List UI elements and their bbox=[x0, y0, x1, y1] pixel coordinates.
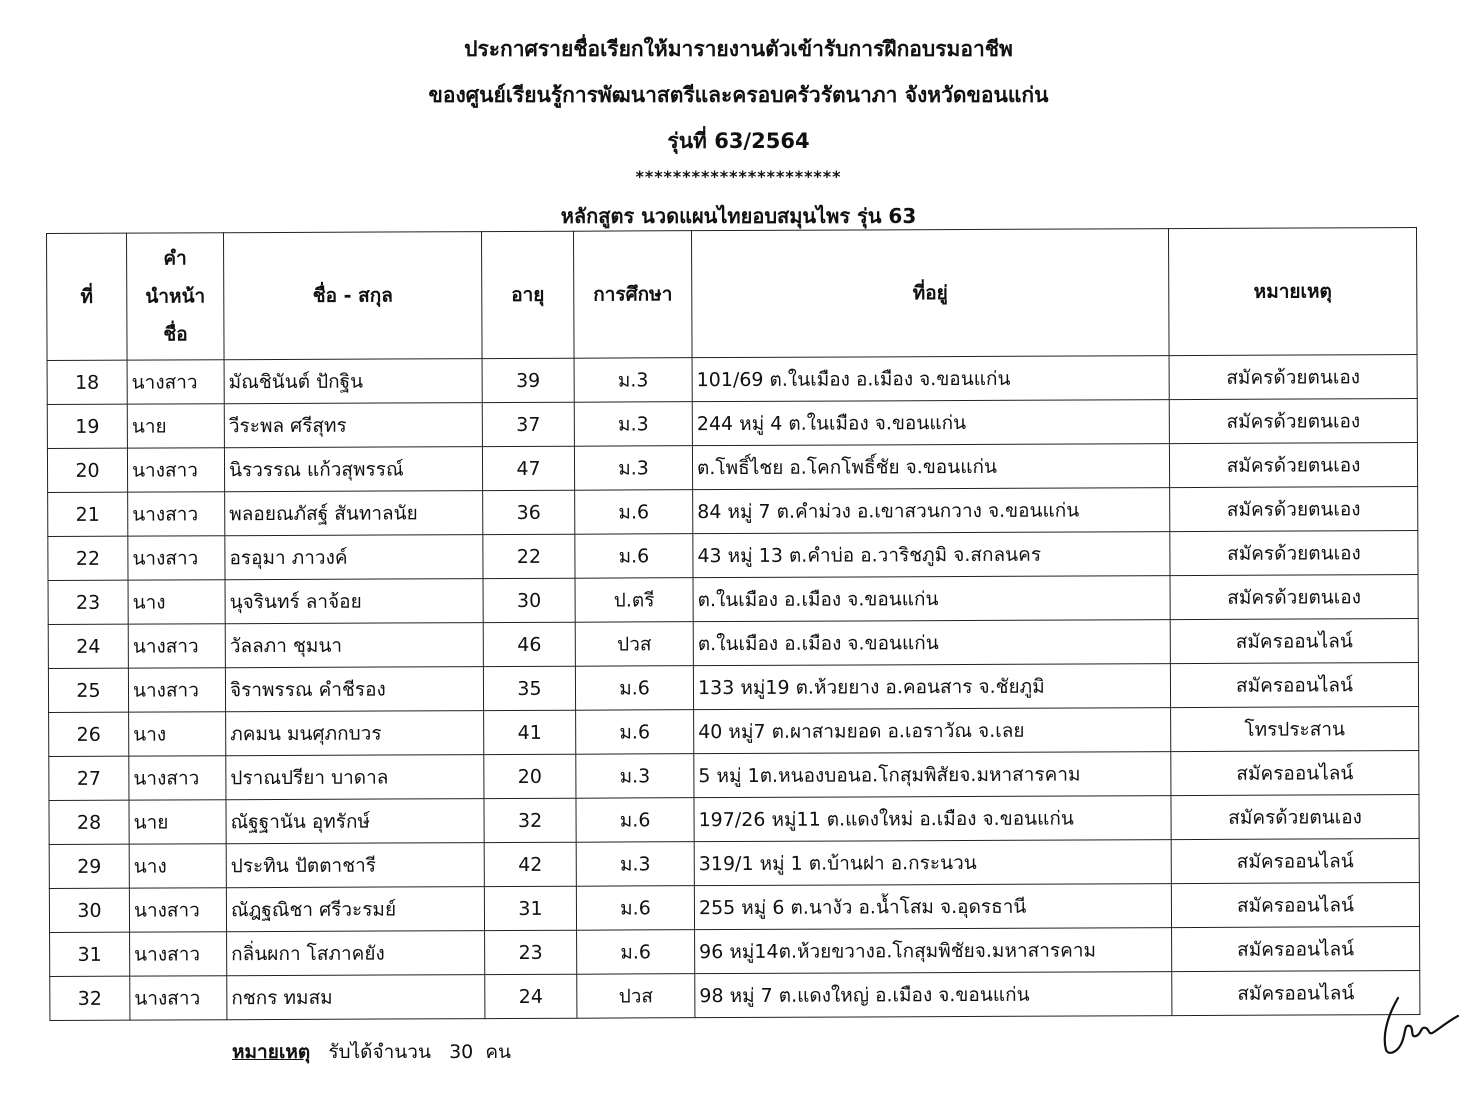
row-number: 30 bbox=[49, 888, 129, 932]
row-title: นางสาว bbox=[129, 756, 226, 800]
row-education: ม.6 bbox=[576, 798, 694, 843]
row-education: ม.3 bbox=[574, 402, 692, 447]
row-name: พลอยณภัสฐ์ สันทาลนัย bbox=[225, 491, 483, 536]
footer-note bbox=[232, 1037, 511, 1067]
row-number: 18 bbox=[47, 360, 127, 404]
table-row bbox=[47, 355, 1417, 405]
row-name: ปราณปรียา บาดาล bbox=[226, 755, 484, 800]
row-education: ม.6 bbox=[576, 710, 694, 755]
row-address: 84 หมู่ 7 ต.คำม่วง อ.เขาสวนกวาง จ.ขอนแก่น bbox=[693, 488, 1170, 534]
row-title: นางสาว bbox=[128, 492, 225, 536]
table-row bbox=[48, 531, 1418, 581]
row-name: กลิ่นผกา โสภาคยัง bbox=[227, 931, 485, 976]
row-note: สมัครด้วยตนเอง bbox=[1170, 487, 1418, 532]
row-title: นาง bbox=[128, 580, 225, 624]
row-age: 32 bbox=[484, 798, 576, 842]
row-address: 133 หมู่19 ต.ห้วยยาง อ.คอนสาร จ.ชัยภูมิ bbox=[693, 664, 1170, 710]
row-title: นางสาว bbox=[128, 668, 225, 712]
table-row bbox=[48, 619, 1418, 669]
row-address: 5 หมู่ 1ต.หนองบอนอ.โกสุมพิสัยจ.มหาสารคาม bbox=[694, 752, 1171, 798]
row-education: ปวส bbox=[575, 622, 693, 667]
row-title: นาง bbox=[129, 844, 226, 888]
table-header-row bbox=[47, 228, 1418, 361]
row-name: ภคมน มนศุภกบวร bbox=[226, 711, 484, 756]
footer-note-text: รับได้จำนวน 30 คน bbox=[316, 1041, 512, 1063]
row-title: นางสาว bbox=[128, 624, 225, 668]
row-name: ณัฎฐณิชา ศรีวะรมย์ bbox=[226, 887, 484, 932]
row-title: นาย bbox=[127, 404, 224, 448]
table-row bbox=[48, 575, 1418, 625]
row-note: สมัครออนไลน์ bbox=[1171, 883, 1419, 928]
row-note: สมัครด้วยตนเอง bbox=[1171, 795, 1419, 840]
row-note: สมัครด้วยตนเอง bbox=[1170, 575, 1418, 620]
row-education: ม.6 bbox=[576, 886, 694, 931]
table-row bbox=[50, 927, 1420, 977]
row-age: 39 bbox=[482, 358, 574, 402]
column-header-title-line1: คำ bbox=[163, 247, 187, 270]
column-header-no: ที่ bbox=[47, 233, 128, 360]
row-title: นางสาว bbox=[128, 536, 225, 580]
row-address: 255 หมู่ 6 ต.นางัว อ.น้ำโสม จ.อุดรธานี bbox=[694, 884, 1171, 930]
table-row bbox=[47, 399, 1417, 449]
column-header-note: หมายเหตุ bbox=[1168, 228, 1417, 356]
row-address: 43 หมู่ 13 ต.คำบ่อ อ.วาริชภูมิ จ.สกลนคร bbox=[693, 532, 1170, 578]
row-title: นางสาว bbox=[127, 360, 224, 404]
row-address: 197/26 หมู่11 ต.แดงใหม่ อ.เมือง จ.ขอนแก่น bbox=[694, 796, 1171, 842]
row-note: สมัครออนไลน์ bbox=[1172, 927, 1420, 972]
row-education: ม.6 bbox=[575, 666, 693, 711]
table-row bbox=[48, 487, 1418, 537]
row-number: 28 bbox=[49, 800, 129, 844]
row-number: 29 bbox=[49, 844, 129, 888]
row-title: นางสาว bbox=[127, 448, 224, 492]
row-age: 46 bbox=[483, 622, 575, 666]
row-age: 41 bbox=[484, 710, 576, 754]
announcement-title: ประกาศรายชื่อเรียกให้มารายงานตัวเข้ารับการฝึกอบรมอาชีพ bbox=[464, 37, 1013, 61]
batch-number: รุ่นที่ 63/2564 bbox=[667, 129, 810, 153]
row-number: 27 bbox=[49, 756, 129, 800]
participant-table bbox=[46, 227, 1420, 1021]
organization-name: ของศูนย์เรียนรู้การพัฒนาสตรีและครอบครัวรัตนาภา จังหวัดขอนแก่น bbox=[428, 83, 1049, 107]
signature-icon bbox=[1380, 990, 1460, 1060]
row-note: สมัครออนไลน์ bbox=[1170, 663, 1418, 708]
row-name: มัณชินันต์ ปักฐิน bbox=[224, 359, 482, 404]
course-title: หลักสูตร นวดแผนไทยอบสมุนไพร รุ่น 63 bbox=[560, 204, 917, 228]
row-age: 37 bbox=[482, 402, 574, 446]
row-education: ม.6 bbox=[575, 490, 693, 535]
column-header-age: อายุ bbox=[481, 231, 574, 358]
row-number: 22 bbox=[48, 536, 128, 580]
table-row bbox=[48, 663, 1418, 713]
column-header-title-line3: ชื่อ bbox=[163, 323, 188, 346]
row-name: ณัฐฐานัน อุทรักษ์ bbox=[226, 799, 484, 844]
row-number: 26 bbox=[49, 712, 129, 756]
table-row bbox=[49, 883, 1419, 933]
row-address: 319/1 หมู่ 1 ต.บ้านฝา อ.กระนวน bbox=[694, 840, 1171, 886]
row-name: กชกร ทมสม bbox=[227, 975, 485, 1020]
row-note: สมัครออนไลน์ bbox=[1170, 619, 1418, 664]
document-header bbox=[0, 26, 1477, 190]
row-name: วัลลภา ชุมนา bbox=[225, 623, 483, 668]
row-age: 42 bbox=[484, 842, 576, 886]
footer-note-label: หมายเหตุ bbox=[232, 1041, 311, 1063]
row-title: นางสาว bbox=[129, 888, 226, 932]
row-number: 24 bbox=[48, 624, 128, 668]
row-education: ม.3 bbox=[574, 358, 692, 403]
row-number: 32 bbox=[50, 976, 130, 1020]
row-education: ปวส bbox=[577, 974, 695, 1019]
row-age: 30 bbox=[483, 578, 575, 622]
row-number: 19 bbox=[47, 404, 127, 448]
row-address: ต.ในเมือง อ.เมือง จ.ขอนแก่น bbox=[693, 620, 1170, 666]
row-number: 25 bbox=[48, 668, 128, 712]
row-education: ม.6 bbox=[577, 930, 695, 975]
row-address: 96 หมู่14ต.ห้วยขวางอ.โกสุมพิชัยจ.มหาสารคาม bbox=[695, 928, 1172, 974]
row-name: ประทิน ปัตตาชารี bbox=[226, 843, 484, 888]
row-education: ม.3 bbox=[576, 842, 694, 887]
row-age: 24 bbox=[485, 974, 577, 1018]
table-row bbox=[50, 971, 1420, 1021]
row-address: 244 หมู่ 4 ต.ในเมือง จ.ขอนแก่น bbox=[692, 400, 1169, 446]
row-age: 22 bbox=[483, 534, 575, 578]
column-header-address: ที่อยู่ bbox=[691, 229, 1169, 358]
row-note: สมัครออนไลน์ bbox=[1172, 971, 1420, 1016]
row-name: อรอุมา ภาวงค์ bbox=[225, 535, 483, 580]
separator-stars: ********************** bbox=[635, 167, 842, 186]
row-age: 20 bbox=[484, 754, 576, 798]
row-note: สมัครออนไลน์ bbox=[1171, 839, 1419, 884]
table-row bbox=[49, 707, 1419, 757]
row-name: นุจรินทร์ ลาจ้อย bbox=[225, 579, 483, 624]
table-row bbox=[49, 795, 1419, 845]
column-header-title-line2: นำหน้า bbox=[145, 285, 206, 308]
row-title: นาย bbox=[129, 800, 226, 844]
row-address: 40 หมู่7 ต.ผาสามยอด อ.เอราวัณ จ.เลย bbox=[694, 708, 1171, 754]
row-age: 36 bbox=[483, 490, 575, 534]
row-address: ต.โพธิ์ไชย อ.โคกโพธิ์ชัย จ.ขอนแก่น bbox=[692, 444, 1169, 490]
row-number: 23 bbox=[48, 580, 128, 624]
row-number: 20 bbox=[47, 448, 127, 492]
row-note: สมัครด้วยตนเอง bbox=[1169, 443, 1417, 488]
table-body bbox=[47, 355, 1420, 1021]
row-note: สมัครออนไลน์ bbox=[1171, 751, 1419, 796]
row-name: วีระพล ศรีสุทร bbox=[224, 403, 482, 448]
row-name: จิราพรรณ คำชีรอง bbox=[225, 667, 483, 712]
row-title: นางสาว bbox=[130, 976, 227, 1020]
table-row bbox=[49, 751, 1419, 801]
row-age: 23 bbox=[485, 930, 577, 974]
row-address: ต.ในเมือง อ.เมือง จ.ขอนแก่น bbox=[693, 576, 1170, 622]
row-age: 31 bbox=[484, 886, 576, 930]
row-number: 21 bbox=[48, 492, 128, 536]
row-address: 98 หมู่ 7 ต.แดงใหญ่ อ.เมือง จ.ขอนแก่น bbox=[695, 972, 1172, 1018]
row-education: ม.3 bbox=[576, 754, 694, 799]
row-education: ม.6 bbox=[575, 534, 693, 579]
table-row bbox=[49, 839, 1419, 889]
row-education: ป.ตรี bbox=[575, 578, 693, 623]
row-age: 47 bbox=[482, 446, 574, 490]
row-note: โทรประสาน bbox=[1171, 707, 1419, 752]
column-header-title bbox=[127, 233, 225, 360]
column-header-name: ชื่อ - สกุล bbox=[224, 232, 483, 360]
row-title: นางสาว bbox=[130, 932, 227, 976]
row-education: ม.3 bbox=[574, 446, 692, 491]
table-row bbox=[47, 443, 1417, 493]
row-note: สมัครด้วยตนเอง bbox=[1170, 531, 1418, 576]
row-age: 35 bbox=[483, 666, 575, 710]
row-title: นาง bbox=[129, 712, 226, 756]
row-number: 31 bbox=[50, 932, 130, 976]
row-note: สมัครด้วยตนเอง bbox=[1169, 355, 1417, 400]
column-header-education: การศึกษา bbox=[573, 231, 692, 359]
row-note: สมัครด้วยตนเอง bbox=[1169, 399, 1417, 444]
row-name: นิรวรรณ แก้วสุพรรณ์ bbox=[224, 447, 482, 492]
row-address: 101/69 ต.ในเมือง อ.เมือง จ.ขอนแก่น bbox=[692, 356, 1169, 402]
